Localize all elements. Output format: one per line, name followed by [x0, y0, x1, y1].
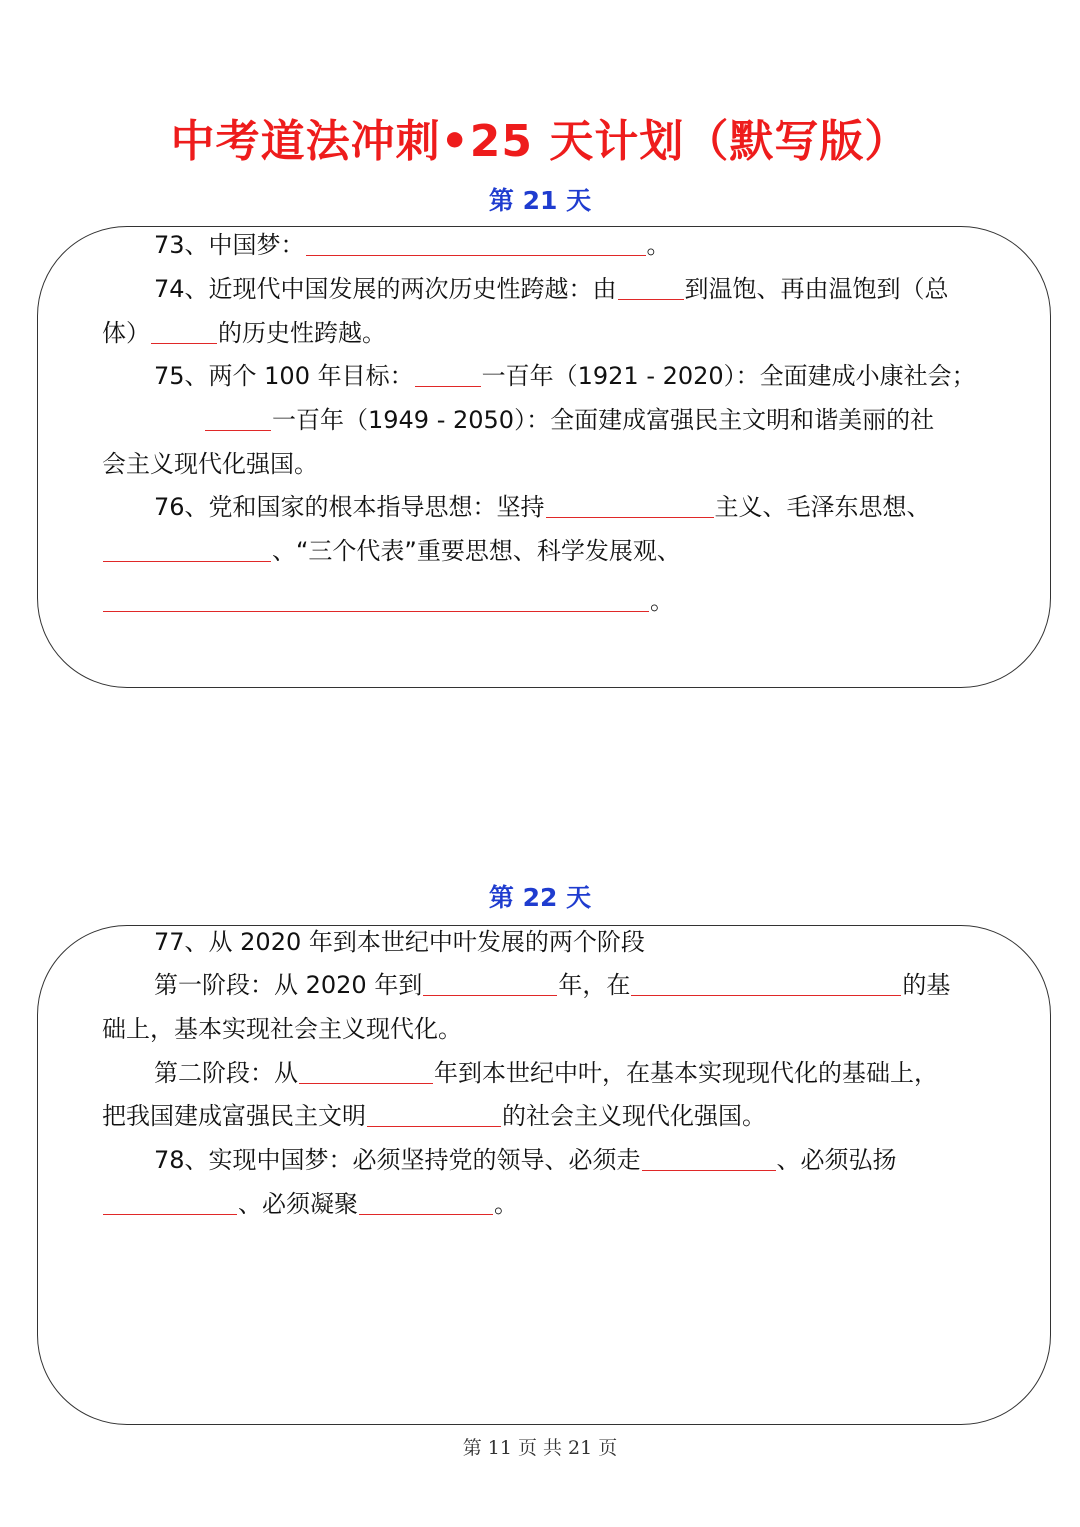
- answer-blank[interactable]: [631, 994, 901, 996]
- q77-line: 77、从 2020 年到本世纪中叶发展的两个阶段: [154, 928, 645, 956]
- stage-1-line: 第一阶段：从 2020 年到 年，在 的基: [154, 971, 951, 999]
- stage-2-line: 第二阶段：从 年到本世纪中叶，在基本实现现代化的基础上，: [154, 1059, 938, 1087]
- q76-line-3: 。: [102, 584, 674, 618]
- answer-blank[interactable]: [367, 1125, 501, 1127]
- answer-blank[interactable]: [103, 610, 649, 612]
- q75-line: 75、两个 100 年目标： 一百年（1921 - 2020）：全面建成小康社会；: [154, 362, 976, 390]
- answer-blank[interactable]: [103, 560, 271, 562]
- q74-line: 74、近现代中国发展的两次历史性跨越：由 到温饱、再由温饱到（总: [154, 275, 949, 303]
- q78-line-cont: 、必须凝聚 。: [102, 1187, 518, 1221]
- q75-line-cont: 会主义现代化强国。: [102, 450, 318, 478]
- q76-line: 76、党和国家的根本指导思想：坚持 主义、毛泽东思想、: [154, 493, 931, 521]
- answer-blank[interactable]: [618, 298, 684, 300]
- answer-blank[interactable]: [299, 1082, 433, 1084]
- stage-1-line-cont: 础上，基本实现社会主义现代化。: [102, 1015, 462, 1043]
- answer-blank[interactable]: [306, 254, 646, 256]
- answer-blank[interactable]: [423, 994, 557, 996]
- answer-blank[interactable]: [359, 1213, 493, 1215]
- answer-blank[interactable]: [205, 429, 271, 431]
- page-title: 中考道法冲刺•25 天计划（默写版）: [170, 116, 910, 167]
- day-21-heading: 第 21 天: [488, 186, 592, 215]
- page-footer: 第 11 页 共 21 页: [462, 1437, 618, 1459]
- answer-blank[interactable]: [103, 1213, 237, 1215]
- day-22-heading: 第 22 天: [488, 883, 592, 912]
- answer-blank[interactable]: [642, 1169, 776, 1171]
- answer-blank[interactable]: [151, 342, 217, 344]
- q75-line-2: 一百年（1949 - 2050）：全面建成富强民主文明和谐美丽的社: [204, 403, 934, 437]
- stage-2-line-cont: 把我国建成富强民主文明 的社会主义现代化强国。: [102, 1102, 766, 1130]
- answer-blank[interactable]: [415, 385, 481, 387]
- total-pages: 21: [568, 1437, 593, 1459]
- q73-line: 73、中国梦： 。: [154, 231, 671, 259]
- q74-line-cont: 体） 的历史性跨越。: [102, 319, 386, 347]
- q78-line: 78、实现中国梦：必须坚持党的领导、必须走 、必须弘扬: [154, 1146, 897, 1174]
- current-page: 11: [487, 1437, 512, 1459]
- q76-line-2: 、“三个代表”重要思想、科学发展观、: [102, 534, 681, 568]
- answer-blank[interactable]: [546, 516, 714, 518]
